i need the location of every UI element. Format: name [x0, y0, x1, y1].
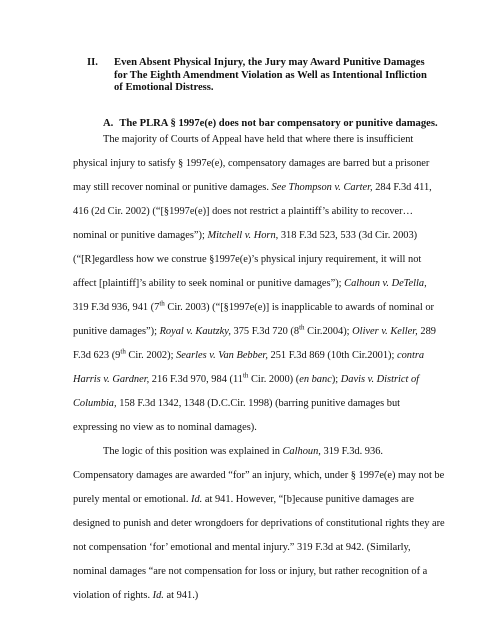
text-line: nominal or punitive damages”); Mitchell v. Horn, 318 F.3d 523, 533 (3d Cir. 2003) [73, 230, 418, 241]
text-line: Compensatory damages are awarded “for” an injury, which, under § 1997e(e) may not be [73, 470, 445, 481]
text-line: The logic of this position was explained in Calhoun, 319 F.3d. 936. [103, 446, 383, 457]
text-line: punitive damages”); Royal v. Kautzky, 375 F.3d 720 (8th Cir.2004); Oliver v. Keller, 289 [73, 323, 436, 337]
text-line: expressing no view as to nominal damages). [73, 422, 257, 433]
text-line: The majority of Courts of Appeal have held that where there is insufficient [103, 134, 414, 145]
text-line: Harris v. Gardner, 216 F.3d 970, 984 (11th Cir. 2000) (en banc); Davis v. District of [73, 371, 420, 385]
text-line: designed to punish and deter wrongdoers for deprivations of constitutional rights they are [73, 518, 445, 529]
text-line: (“[R]egardless how we construe §1997e(e)’s physical injury requirement, it will not [73, 254, 422, 265]
section-heading [87, 57, 437, 95]
subsection-heading [103, 118, 438, 129]
text-line: affect [plaintiff]’s ability to seek nominal or punitive damages”); Calhoun v. DeTella, [73, 278, 427, 289]
subsection-letter: A. [103, 118, 114, 129]
text-line: not compensation ‘for’ emotional and mental injury.” 319 F.3d at 942. (Similarly, [73, 542, 411, 553]
text-line: may still recover nominal or punitive damages. See Thompson v. Carter, 284 F.3d 411, [73, 182, 432, 193]
text-line: 416 (2d Cir. 2002) (“[§1997e(e)] does not restrict a plaintiff’s ability to recover… [73, 206, 414, 217]
text-line: physical injury to satisfy § 1997e(e), compensatory damages are barred but a prisoner [73, 158, 430, 169]
text-line: violation of rights. Id. at 941.) [73, 590, 199, 601]
subsection-title: The PLRA § 1997e(e) does not bar compensatory or punitive damages. [119, 118, 438, 129]
text-line: 319 F.3d 936, 941 (7th Cir. 2003) (“[§1997e(e)] is inapplicable to awards of nominal or [73, 299, 435, 313]
text-line: purely mental or emotional. Id. at 941. However, “[b]ecause punitive damages are [73, 494, 414, 505]
text-line: F.3d 623 (9th Cir. 2002); Searles v. Van Bebber, 251 F.3d 869 (10th Cir.2001); contra [73, 347, 425, 361]
section-title: Even Absent Physical Injury, the Jury may Award Punitive Damages for The Eighth Amendment Violation as Well as Intentional Infliction of Emotional Distress. [114, 57, 427, 94]
text-line: nominal damages “are not compensation for loss or injury, but rather recognition of a [73, 566, 428, 577]
text-line: Columbia, 158 F.3d 1342, 1348 (D.C.Cir. 1998) (barring punitive damages but [73, 398, 401, 409]
section-number: II. [87, 57, 98, 68]
